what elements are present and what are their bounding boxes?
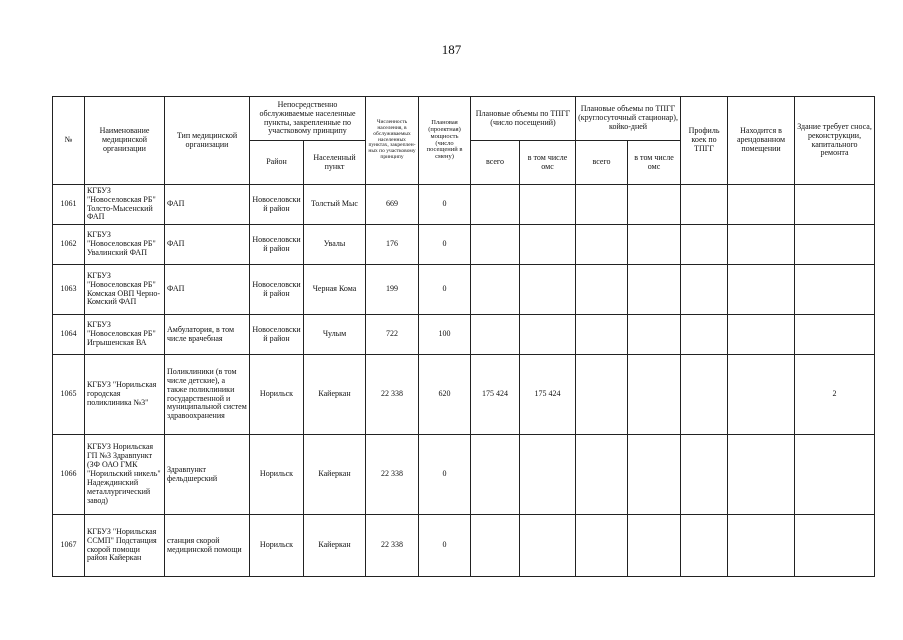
header-capacity: Плановая (проектная) мощность (число посещений в смену) <box>419 97 471 185</box>
table-row <box>53 515 875 577</box>
cell-beds-total <box>576 435 628 515</box>
cell-population: 22 338 <box>366 355 419 435</box>
cell-beds-total <box>576 315 628 355</box>
cell-rented <box>728 435 795 515</box>
cell-profile-beds <box>681 225 728 265</box>
cell-org-type: ФАП <box>165 185 250 225</box>
cell-settlement: Кайеркан <box>304 515 366 577</box>
cell-rented <box>728 355 795 435</box>
table-body <box>53 185 875 577</box>
cell-beds-oms <box>628 185 681 225</box>
cell-org-type: ФАП <box>165 225 250 265</box>
header-profile-beds: Профиль коек по ТПГГ <box>681 97 728 185</box>
page-number: 187 <box>441 42 462 57</box>
cell-settlement: Кайеркан <box>304 355 366 435</box>
cell-beds-total <box>576 265 628 315</box>
header-visits-oms: в том числе омс <box>520 141 576 185</box>
cell-rented <box>728 225 795 265</box>
cell-rented <box>728 265 795 315</box>
cell-org-type: Амбулатория, в том числе врачебная <box>165 315 250 355</box>
cell-rented <box>728 515 795 577</box>
cell-org-type: Поликлиники (в том числе детские), а также поликлиники государственной и муниципальной систем здравоохранения <box>165 355 250 435</box>
cell-visits-oms <box>520 435 576 515</box>
cell-row-number: 1064 <box>53 315 85 355</box>
header-tpgg-inpatient: Плановые объемы по ТПГГ (круглосуточный стационар), койко-дней <box>576 97 681 141</box>
header-population: Численность населения, в обслуживаемых населенных пунктах, закрепленных по участковому принципу <box>366 97 419 185</box>
cell-population: 199 <box>366 265 419 315</box>
cell-needs-repair <box>795 185 875 225</box>
cell-org-name: КГБУЗ "Новоселовская РБ" Комская ОВП Черно-Комский ФАП <box>85 265 165 315</box>
table-row <box>53 185 875 225</box>
cell-settlement: Увалы <box>304 225 366 265</box>
cell-beds-total <box>576 355 628 435</box>
cell-visits-oms <box>520 515 576 577</box>
cell-row-number: 1063 <box>53 265 85 315</box>
cell-visits-oms <box>520 185 576 225</box>
cell-population: 22 338 <box>366 515 419 577</box>
cell-needs-repair <box>795 315 875 355</box>
header-visits-total: всего <box>471 141 520 185</box>
header-tpgg-visits: Плановые объемы по ТПГГ (число посещений) <box>471 97 576 141</box>
cell-district: Норильск <box>250 355 304 435</box>
cell-settlement: Кайеркан <box>304 435 366 515</box>
header-org-name: Наименование медицинской организации <box>85 97 165 185</box>
cell-beds-oms <box>628 315 681 355</box>
header-district: Район <box>250 141 304 185</box>
table-row <box>53 265 875 315</box>
cell-beds-oms <box>628 355 681 435</box>
cell-visits-total: 175 424 <box>471 355 520 435</box>
header-beds-total: всего <box>576 141 628 185</box>
cell-population: 22 338 <box>366 435 419 515</box>
cell-settlement: Толстый Мыс <box>304 185 366 225</box>
cell-needs-repair: 2 <box>795 355 875 435</box>
table-row <box>53 435 875 515</box>
cell-population: 669 <box>366 185 419 225</box>
cell-profile-beds <box>681 185 728 225</box>
cell-row-number: 1065 <box>53 355 85 435</box>
table-row <box>53 315 875 355</box>
cell-settlement: Чулым <box>304 315 366 355</box>
cell-profile-beds <box>681 515 728 577</box>
header-beds-oms: в том числе омс <box>628 141 681 185</box>
cell-visits-total <box>471 315 520 355</box>
header-org-type: Тип медицинской организации <box>165 97 250 185</box>
cell-district: Норильск <box>250 435 304 515</box>
cell-visits-total <box>471 515 520 577</box>
cell-beds-oms <box>628 265 681 315</box>
cell-district: Новоселовский район <box>250 265 304 315</box>
cell-capacity: 0 <box>419 435 471 515</box>
cell-district: Новоселовский район <box>250 225 304 265</box>
cell-beds-total <box>576 225 628 265</box>
cell-visits-oms: 175 424 <box>520 355 576 435</box>
cell-needs-repair <box>795 265 875 315</box>
cell-capacity: 620 <box>419 355 471 435</box>
cell-visits-total <box>471 225 520 265</box>
cell-population: 176 <box>366 225 419 265</box>
cell-district: Норильск <box>250 515 304 577</box>
cell-capacity: 0 <box>419 265 471 315</box>
cell-org-name: КГБУЗ "Норильская ССМП" Подстанция скорой помощи район Кайеркан <box>85 515 165 577</box>
header-needs-repair: Здание требует сноса, реконструкции, капитального ремонта <box>795 97 875 185</box>
cell-beds-oms <box>628 225 681 265</box>
cell-beds-total <box>576 185 628 225</box>
cell-population: 722 <box>366 315 419 355</box>
cell-capacity: 100 <box>419 315 471 355</box>
registry-table <box>52 96 875 577</box>
cell-rented <box>728 315 795 355</box>
cell-capacity: 0 <box>419 515 471 577</box>
cell-district: Новоселовский район <box>250 185 304 225</box>
cell-visits-total <box>471 435 520 515</box>
table-row <box>53 225 875 265</box>
cell-row-number: 1067 <box>53 515 85 577</box>
cell-needs-repair <box>795 225 875 265</box>
cell-visits-oms <box>520 225 576 265</box>
header-num: № <box>53 97 85 185</box>
cell-row-number: 1066 <box>53 435 85 515</box>
cell-beds-oms <box>628 435 681 515</box>
cell-profile-beds <box>681 315 728 355</box>
cell-rented <box>728 185 795 225</box>
cell-visits-oms <box>520 265 576 315</box>
cell-capacity: 0 <box>419 225 471 265</box>
cell-org-name: КГБУЗ "Норильская городская поликлиника №3" <box>85 355 165 435</box>
cell-row-number: 1062 <box>53 225 85 265</box>
table-row <box>53 355 875 435</box>
cell-org-name: КГБУЗ "Новоселовская РБ" Увалинский ФАП <box>85 225 165 265</box>
cell-district: Новоселовский район <box>250 315 304 355</box>
header-settlement: Населенный пункт <box>304 141 366 185</box>
cell-org-name: КГБУЗ Норильская ГП №3 Здравпункт (ЗФ ОАО ГМК "Норильский никель" Надеждинский металлургический завод) <box>85 435 165 515</box>
cell-row-number: 1061 <box>53 185 85 225</box>
cell-org-name: КГБУЗ "Новоселовская РБ" Игрышенская ВА <box>85 315 165 355</box>
cell-needs-repair <box>795 435 875 515</box>
cell-profile-beds <box>681 435 728 515</box>
cell-visits-oms <box>520 315 576 355</box>
cell-visits-total <box>471 265 520 315</box>
cell-beds-total <box>576 515 628 577</box>
cell-beds-oms <box>628 515 681 577</box>
cell-org-type: станция скорой медицинской помощи <box>165 515 250 577</box>
cell-needs-repair <box>795 515 875 577</box>
cell-profile-beds <box>681 355 728 435</box>
table-header <box>53 97 875 185</box>
cell-org-type: Здравпункт фельдшерский <box>165 435 250 515</box>
cell-org-type: ФАП <box>165 265 250 315</box>
cell-org-name: КГБУЗ "Новоселовская РБ" Толсто-Мысенский ФАП <box>85 185 165 225</box>
cell-capacity: 0 <box>419 185 471 225</box>
cell-settlement: Черная Кома <box>304 265 366 315</box>
cell-profile-beds <box>681 265 728 315</box>
header-rented: Находится в арендованном помещении <box>728 97 795 185</box>
header-served-points: Непосредственно обслуживаемые населенные пункты, закрепленные по участковому принципу <box>250 97 366 141</box>
cell-visits-total <box>471 185 520 225</box>
